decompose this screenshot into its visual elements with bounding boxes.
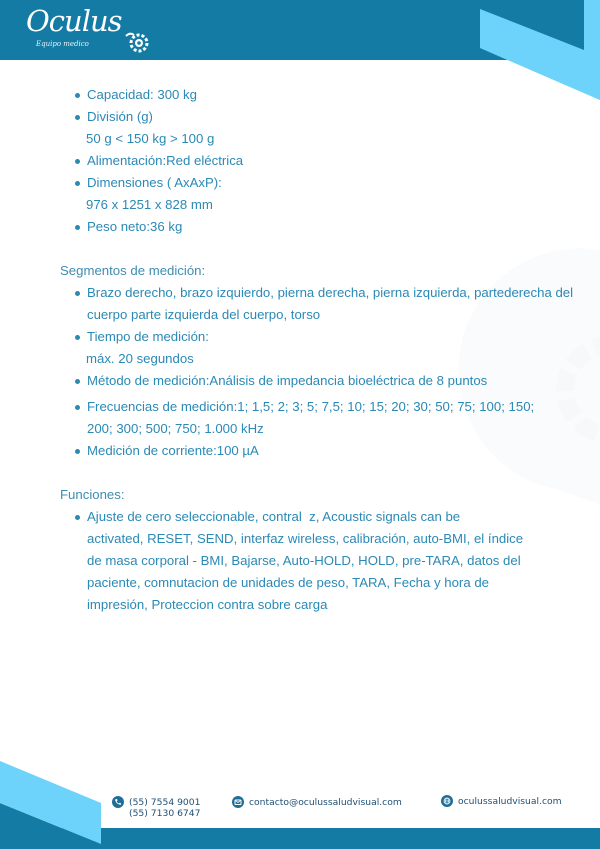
document-content [60, 84, 600, 616]
logo [22, 4, 162, 58]
functions-list [60, 506, 600, 616]
list-item: Método de medición:Análisis de impedancia bioeléctrica de 8 puntos [60, 370, 600, 392]
phone-number-2: (55) 7130 6747 [129, 808, 201, 819]
list-item: Medición de corriente:100 µA [60, 440, 600, 462]
logo-text: Oculus [26, 4, 122, 38]
list-item: Frecuencias de medición:1; 1,5; 2; 3; 5; 7,5; 10; 15; 20; 30; 50; 75; 100; 150; 200; 300; 500; 750; 1.000 kHz [60, 396, 600, 440]
email-address: contacto@oculussaludvisual.com [249, 797, 402, 808]
list-item: Peso neto:36 kg [60, 216, 600, 238]
list-item: Brazo derecho, brazo izquierdo, pierna derecha, pierna izquierda, partederecha del cuerpo parte izquierda del cuerpo, torso [60, 282, 600, 326]
contact-website[interactable] [441, 796, 562, 807]
phone-icon [112, 796, 124, 808]
gear-eye-icon [122, 30, 156, 56]
list-item-continuation: máx. 20 segundos [86, 351, 194, 366]
list-item: Tiempo de medición: [60, 326, 600, 348]
list-item-continuation: 50 g < 150 kg > 100 g [86, 131, 215, 146]
specs-list [60, 84, 600, 238]
contact-email[interactable] [232, 797, 402, 808]
list-item: Ajuste de cero seleccionable, contral z, Acoustic signals can be activated, RESET, SEND, interfaz wireless, calibración, auto-BMI, el índice de masa corporal - BMI, Bajarse, Auto-HOLD, HOLD, pre-TARA, datos del paciente, comnutacion de unidades de peso, TARA, Fecha y hora de impresión, Proteccion contra sobre carga [60, 506, 600, 616]
list-item: Dimensiones ( AxAxP): [60, 172, 600, 194]
globe-icon [441, 795, 453, 807]
list-item: División (g) [60, 106, 600, 128]
contact-phone[interactable] [112, 797, 200, 819]
list-item: Capacidad: 300 kg [60, 84, 600, 106]
footer-decoration [0, 740, 600, 849]
section-heading: Funciones: [60, 487, 125, 502]
phone-number-1: (55) 7554 9001 [129, 797, 201, 808]
email-icon [232, 796, 244, 808]
list-item: Alimentación:Red eléctrica [60, 150, 600, 172]
section-heading: Segmentos de medición: [60, 263, 206, 278]
segments-list [60, 282, 600, 462]
list-item-continuation: 976 x 1251 x 828 mm [86, 197, 213, 212]
logo-subtext: Equipo medico [36, 40, 89, 48]
website-url: oculussaludvisual.com [458, 796, 562, 807]
